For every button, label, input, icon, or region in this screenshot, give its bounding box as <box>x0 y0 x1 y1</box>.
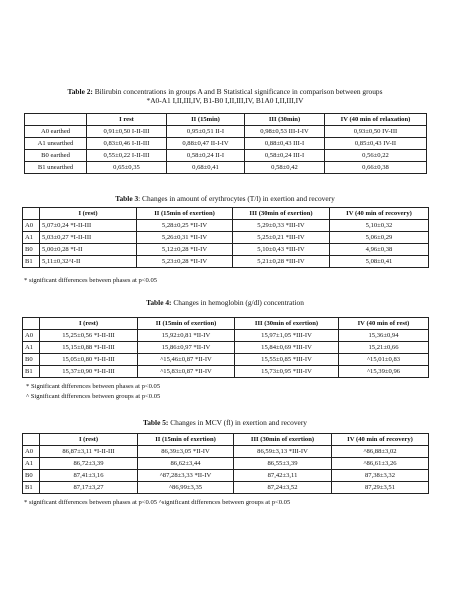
table-row <box>23 330 429 342</box>
table4 <box>22 317 429 378</box>
table-cell: 87,17±3,27 <box>40 482 138 494</box>
table2-header-cell: I rest <box>87 114 167 126</box>
table4-title-text: Changes in hemoglobin (g/dl) concentration <box>171 298 304 307</box>
table-row <box>23 470 429 482</box>
table-cell: 5,07±0,24 *I-II-III <box>40 220 137 232</box>
table-cell: 86,72±3,39 <box>40 458 138 470</box>
table-cell: 15,25±0,56 *I-II-III <box>40 330 138 342</box>
table4-header-cell <box>23 318 40 330</box>
table4-header-cell: I (rest) <box>40 318 138 330</box>
table-cell: 0,58±0,42 <box>245 162 325 174</box>
table-row <box>23 342 429 354</box>
table-cell: 87,29±3,51 <box>332 482 429 494</box>
table-cell: ^15,01±0,83 <box>339 354 429 366</box>
table-cell: 0,58±0,24 II-I <box>167 150 245 162</box>
table-row <box>25 126 427 138</box>
table-cell: 5,29±0,33 *III-IV <box>233 220 330 232</box>
table-cell: 5,12±0,28 *II-IV <box>137 244 233 256</box>
row-label: A1 unearthed <box>25 138 87 150</box>
table-cell: 4,96±0,38 <box>330 244 429 256</box>
table2-header-cell: IV (40 min of relaxation) <box>325 114 427 126</box>
table-cell: ^86,88±3,02 <box>332 446 429 458</box>
row-label: A1 <box>23 232 40 244</box>
table2-header-cell <box>25 114 87 126</box>
table2-header-cell: II (15min) <box>167 114 245 126</box>
table2-caption <box>0 87 450 96</box>
table-cell: 0,65±0,35 <box>87 162 167 174</box>
table5-title-label: Table 5: <box>142 418 169 427</box>
table-cell: ^86,61±3,26 <box>332 458 429 470</box>
table-cell: 5,10±0,43 *III-IV <box>233 244 330 256</box>
table-cell: 15,55±0,85 *III-IV <box>235 354 339 366</box>
table-cell: 86,39±3,05 *II-IV <box>138 446 234 458</box>
table-row <box>23 446 429 458</box>
table-cell: 5,11±0,32^I-II <box>40 256 137 268</box>
row-label: B1 unearthed <box>25 162 87 174</box>
row-label: A0 <box>23 446 40 458</box>
table-cell: 86,62±3,44 <box>138 458 234 470</box>
row-label: A0 earthed <box>25 126 87 138</box>
table-row <box>23 256 429 268</box>
table-cell: 0,95±0,51 II-I <box>167 126 245 138</box>
table4-footnote-groups: ^ Significant differences between groups at p<0.05 <box>26 393 161 400</box>
table-cell: 0,68±0,41 <box>167 162 245 174</box>
table3-caption <box>0 194 450 203</box>
table5-footnote: * significant differences between phases at p<0.05 ^significant differences between groups at p<0.05 <box>24 499 291 506</box>
table2-title-text: Bilirubin concentrations in groups A and B Statistical significance in comparison between groups <box>92 87 383 96</box>
table-row <box>23 366 429 378</box>
table-cell: 15,37±0,90 *I-II-III <box>40 366 138 378</box>
row-label: B0 earthed <box>25 150 87 162</box>
table4-footnote-phases: * Significant differences between phases at p<0.05 <box>26 383 161 390</box>
table-cell: 5,23±0,28 *II-IV <box>137 256 233 268</box>
table5-header-cell: II (15min of exertion) <box>138 434 234 446</box>
table3-header-cell <box>23 208 40 220</box>
table4-header-cell: IV (40 min of rest) <box>339 318 429 330</box>
table-cell: 0,66±0,38 <box>325 162 427 174</box>
table4-title-label: Table 4: <box>146 298 172 307</box>
table5 <box>22 433 429 494</box>
table-cell: ^15,46±0,87 *II-IV <box>138 354 235 366</box>
table-cell: 87,42±3,11 <box>234 470 332 482</box>
table-row <box>23 482 429 494</box>
table-cell: 0,85±0,43 IV-II <box>325 138 427 150</box>
table-cell: 15,05±0,80 *I-II-III <box>40 354 138 366</box>
table3-footnote: * significant differences between phases at p<0.05 <box>24 277 158 284</box>
table-row <box>23 232 429 244</box>
table-row <box>23 458 429 470</box>
table-cell: 87,38±3,32 <box>332 470 429 482</box>
table-cell: 0,58±0,24 III-I <box>245 150 325 162</box>
table5-header-row <box>23 434 429 446</box>
row-label: B1 <box>23 256 40 268</box>
table-cell: 0,55±0,22 I-II-III <box>87 150 167 162</box>
table3-header-cell: III (30min of exertion) <box>233 208 330 220</box>
table-row <box>25 162 427 174</box>
table-cell: 5,00±0,28 *I-II <box>40 244 137 256</box>
table-cell: 0,93±0,50 IV-III <box>325 126 427 138</box>
table-cell: 5,28±0,25 *II-IV <box>137 220 233 232</box>
table-cell: 0,91±0,50 I-II-III <box>87 126 167 138</box>
table-cell: 15,97±1,05 *III-IV <box>235 330 339 342</box>
table-cell: 87,24±3,52 <box>234 482 332 494</box>
table-cell: 5,10±0,32 <box>330 220 429 232</box>
row-label: B0 <box>23 244 40 256</box>
table-cell: 0,56±0,22 <box>325 150 427 162</box>
table-cell: 15,21±0,66 <box>339 342 429 354</box>
table-row <box>25 150 427 162</box>
table-cell: 0,83±0,46 I-II-III <box>87 138 167 150</box>
table-cell: 86,59±3,13 *III-IV <box>234 446 332 458</box>
table2 <box>24 113 427 174</box>
table2-header-row <box>25 114 427 126</box>
table-row <box>23 220 429 232</box>
table-cell: 5,03±0,27 *I-II-III <box>40 232 137 244</box>
row-label: B1 <box>23 366 40 378</box>
table5-header-cell: I (rest) <box>40 434 138 446</box>
table2-caption-line2: *A0-A1 I,II,III,IV, B1-B0 I,II,III,IV, B1A0 I,II,III,IV <box>146 96 304 105</box>
row-label: B0 <box>23 354 40 366</box>
table-cell: ^15,83±0,87 *II-IV <box>138 366 235 378</box>
table-cell: 5,26±0,31 *II-IV <box>137 232 233 244</box>
table-cell: 0,88±0,43 III-I <box>245 138 325 150</box>
table-cell: 87,41±3,16 <box>40 470 138 482</box>
table3-title-label: Table 3 <box>115 194 139 203</box>
table-row <box>23 244 429 256</box>
table-cell: 5,06±0,29 <box>330 232 429 244</box>
table-row <box>25 138 427 150</box>
table3-title-text: : Changes in amount of erythrocytes (T/l) in exertion and recovery <box>138 194 335 203</box>
table-cell: ^15,39±0,96 <box>339 366 429 378</box>
table5-caption <box>0 418 450 427</box>
row-label: A1 <box>23 342 40 354</box>
table4-caption <box>0 298 450 307</box>
table-cell: 5,08±0,41 <box>330 256 429 268</box>
table-cell: 5,21±0,28 *III-IV <box>233 256 330 268</box>
row-label: B1 <box>23 482 40 494</box>
table3-header-row <box>23 208 429 220</box>
table-cell: 15,86±0,97 *II-IV <box>138 342 235 354</box>
table4-header-cell: II (15min of exertion) <box>138 318 235 330</box>
table-cell: 15,73±0,95 *III-IV <box>235 366 339 378</box>
row-label: B0 <box>23 470 40 482</box>
table-cell: 0,88±0,47 II-I-IV <box>167 138 245 150</box>
table-cell: 15,84±0,69 *III-IV <box>235 342 339 354</box>
table3-header-cell: IV (40 min of recovery) <box>330 208 429 220</box>
row-label: A0 <box>23 330 40 342</box>
table-cell: 86,87±3,11 *I-II-III <box>40 446 138 458</box>
table-cell: 15,36±0,94 <box>339 330 429 342</box>
row-label: A0 <box>23 220 40 232</box>
table5-title-text: Changes in MCV (fl) in exertion and recovery <box>168 418 307 427</box>
table-cell: 0,98±0,53 III-I-IV <box>245 126 325 138</box>
table4-header-cell: III (30min of exertion) <box>235 318 339 330</box>
table5-header-cell <box>23 434 40 446</box>
table-row <box>23 354 429 366</box>
table4-header-row <box>23 318 429 330</box>
table5-header-cell: III (30min of exertion) <box>234 434 332 446</box>
table-cell: 15,92±0,81 *II-IV <box>138 330 235 342</box>
table5-header-cell: IV (40 min of recovery) <box>332 434 429 446</box>
table-cell: 86,55±3,39 <box>234 458 332 470</box>
table-cell: ^86,99±3,35 <box>138 482 234 494</box>
table3-header-cell: I (rest) <box>40 208 137 220</box>
table3 <box>22 207 429 268</box>
row-label: A1 <box>23 458 40 470</box>
table-cell: ^87,28±3,33 *II-IV <box>138 470 234 482</box>
table-cell: 5,25±0,21 *III-IV <box>233 232 330 244</box>
table-cell: 15,15±0,88 *I-II-III <box>40 342 138 354</box>
table2-title-label: Table 2: <box>67 87 93 96</box>
table2-header-cell: III (30min) <box>245 114 325 126</box>
table3-header-cell: II (15min of exertion) <box>137 208 233 220</box>
